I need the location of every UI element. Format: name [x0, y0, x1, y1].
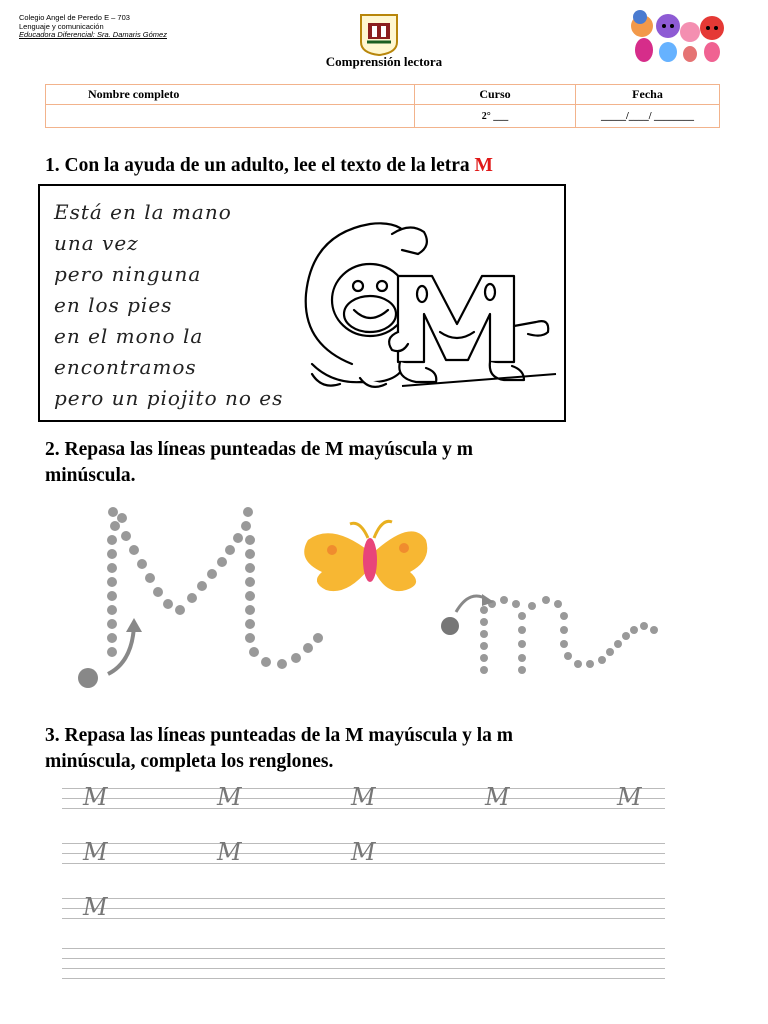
poem-line: en los pies — [54, 293, 173, 317]
student-info-table — [45, 84, 720, 128]
question-2 — [45, 437, 745, 489]
poem-line: encontramos — [54, 355, 197, 379]
question-1 — [45, 153, 745, 179]
practice-row-3[interactable] — [62, 898, 665, 928]
arrow-curve-icon — [456, 594, 494, 612]
poem-line: en el mono la — [54, 324, 204, 348]
question-3 — [45, 723, 745, 775]
poem-line: Está en la mano — [54, 200, 232, 224]
monkey-letter-m-illustration — [292, 214, 560, 414]
trace-letter: M — [83, 783, 108, 811]
trace-letter: M — [351, 838, 376, 866]
trace-letter: M — [485, 783, 510, 811]
trace-letter: M — [83, 838, 108, 866]
trace-letter: M — [351, 783, 376, 811]
dotted-letters-area — [70, 500, 670, 700]
trace-letter: M — [617, 783, 642, 811]
question-1-letter: M — [474, 155, 493, 176]
school-crest-icon — [357, 12, 401, 56]
uppercase-m-start-dot — [78, 668, 98, 688]
question-2-line-2: minúscula. — [45, 465, 136, 486]
course-header: Curso — [415, 85, 576, 105]
date-header: Fecha — [576, 85, 720, 105]
school-header — [19, 14, 167, 40]
school-name: Colegio Angel de Peredo E – 703 — [19, 13, 130, 22]
trace-letter: M — [217, 783, 242, 811]
trace-letter: M — [217, 838, 242, 866]
poem-line: pero un piojito no es — [54, 386, 284, 410]
practice-row-4[interactable] — [62, 948, 665, 988]
poem-line: pero ninguna — [54, 262, 202, 286]
uppercase-m-dots — [107, 507, 323, 669]
document-title: Comprensión lectora — [325, 54, 443, 69]
lowercase-m-dots — [480, 596, 658, 674]
poem-line: una vez — [54, 231, 139, 255]
date-field[interactable]: _____/____/ ________ — [576, 105, 720, 128]
name-field[interactable] — [46, 105, 415, 128]
name-header: Nombre completo — [46, 85, 415, 105]
lowercase-m-start-dot — [441, 617, 459, 635]
question-2-line-1: 2. Repasa las líneas punteadas de M mayúscula y m — [45, 439, 473, 460]
trace-letter: M — [83, 893, 108, 921]
teacher-name: Educadora Diferencial: Sra. Damaris Gómez — [19, 30, 167, 39]
question-3-line-2: minúscula, completa los renglones. — [45, 751, 334, 772]
butterfly-icon — [304, 521, 427, 591]
poem-text — [54, 197, 283, 414]
course-field[interactable]: 2° ___ — [415, 105, 576, 128]
subject-name: Lenguaje y comunicación — [19, 21, 104, 31]
question-3-line-1: 3. Repasa las líneas punteadas de la M mayúscula y la m — [45, 725, 514, 746]
question-1-text: 1. Con la ayuda de un adulto, lee el texto de la letra — [45, 155, 475, 176]
